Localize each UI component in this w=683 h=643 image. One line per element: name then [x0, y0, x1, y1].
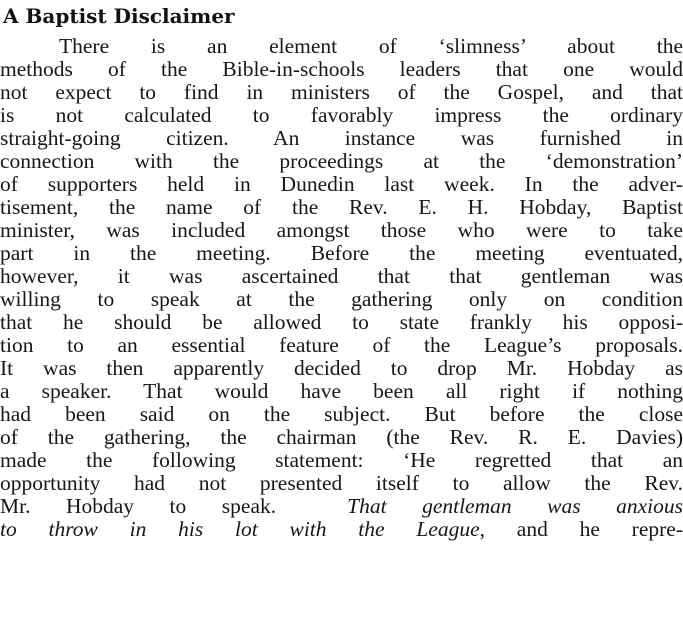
body-line-italic: That gentleman was anxious — [347, 494, 683, 518]
body-line: is not calculated to favorably impress the ordinary — [0, 103, 683, 127]
body-line: tisement, the name of the Rev. E. H. Hobday, Baptist — [0, 195, 683, 219]
body-line: that he should be allowed to state frankly his opposi- — [0, 310, 683, 334]
body-line: part in the meeting. Before the meeting eventuated, — [0, 241, 683, 265]
body-line: methods of the Bible-in-schools leaders that one would — [0, 57, 683, 81]
body-line: however, it was ascertained that that gentleman was — [0, 264, 683, 288]
body-line: not expect to find in ministers of the Gospel, and that — [0, 80, 683, 104]
body-line: It was then apparently decided to drop Mr. Hobday as — [0, 356, 683, 380]
body-line: of supporters held in Dunedin last week. In the adver- — [0, 172, 683, 196]
body-line: There is an element of ‘slimness’ about the — [59, 34, 683, 58]
body-line: a speaker. That would have been all right if nothing — [0, 379, 683, 403]
article-headline: A Baptist Disclaimer — [3, 4, 235, 28]
body-line-italic: to throw in his lot with the League — [0, 517, 480, 541]
body-line: willing to speak at the gathering only on condition — [0, 287, 683, 311]
body-line — [0, 495, 683, 518]
body-line-text: Mr. Hobday to speak. — [0, 494, 277, 518]
body-line: made the following statement: ‘He regretted that an — [0, 448, 683, 472]
body-line — [0, 518, 683, 541]
body-line: had been said on the subject. But before the close — [0, 402, 683, 426]
body-line: straight-going citizen. An instance was furnished in — [0, 126, 683, 150]
body-line: of the gathering, the chairman (the Rev. R. E. Davies) — [0, 425, 683, 449]
body-line: connection with the proceedings at the ‘demonstration’ — [0, 149, 683, 173]
body-line: minister, was included amongst those who were to take — [0, 218, 683, 242]
body-line: tion to an essential feature of the League’s proposals. — [0, 333, 683, 357]
article-body — [0, 35, 683, 541]
body-line-text: , and he repre- — [479, 517, 683, 541]
body-line: opportunity had not presented itself to allow the Rev. — [0, 471, 683, 495]
